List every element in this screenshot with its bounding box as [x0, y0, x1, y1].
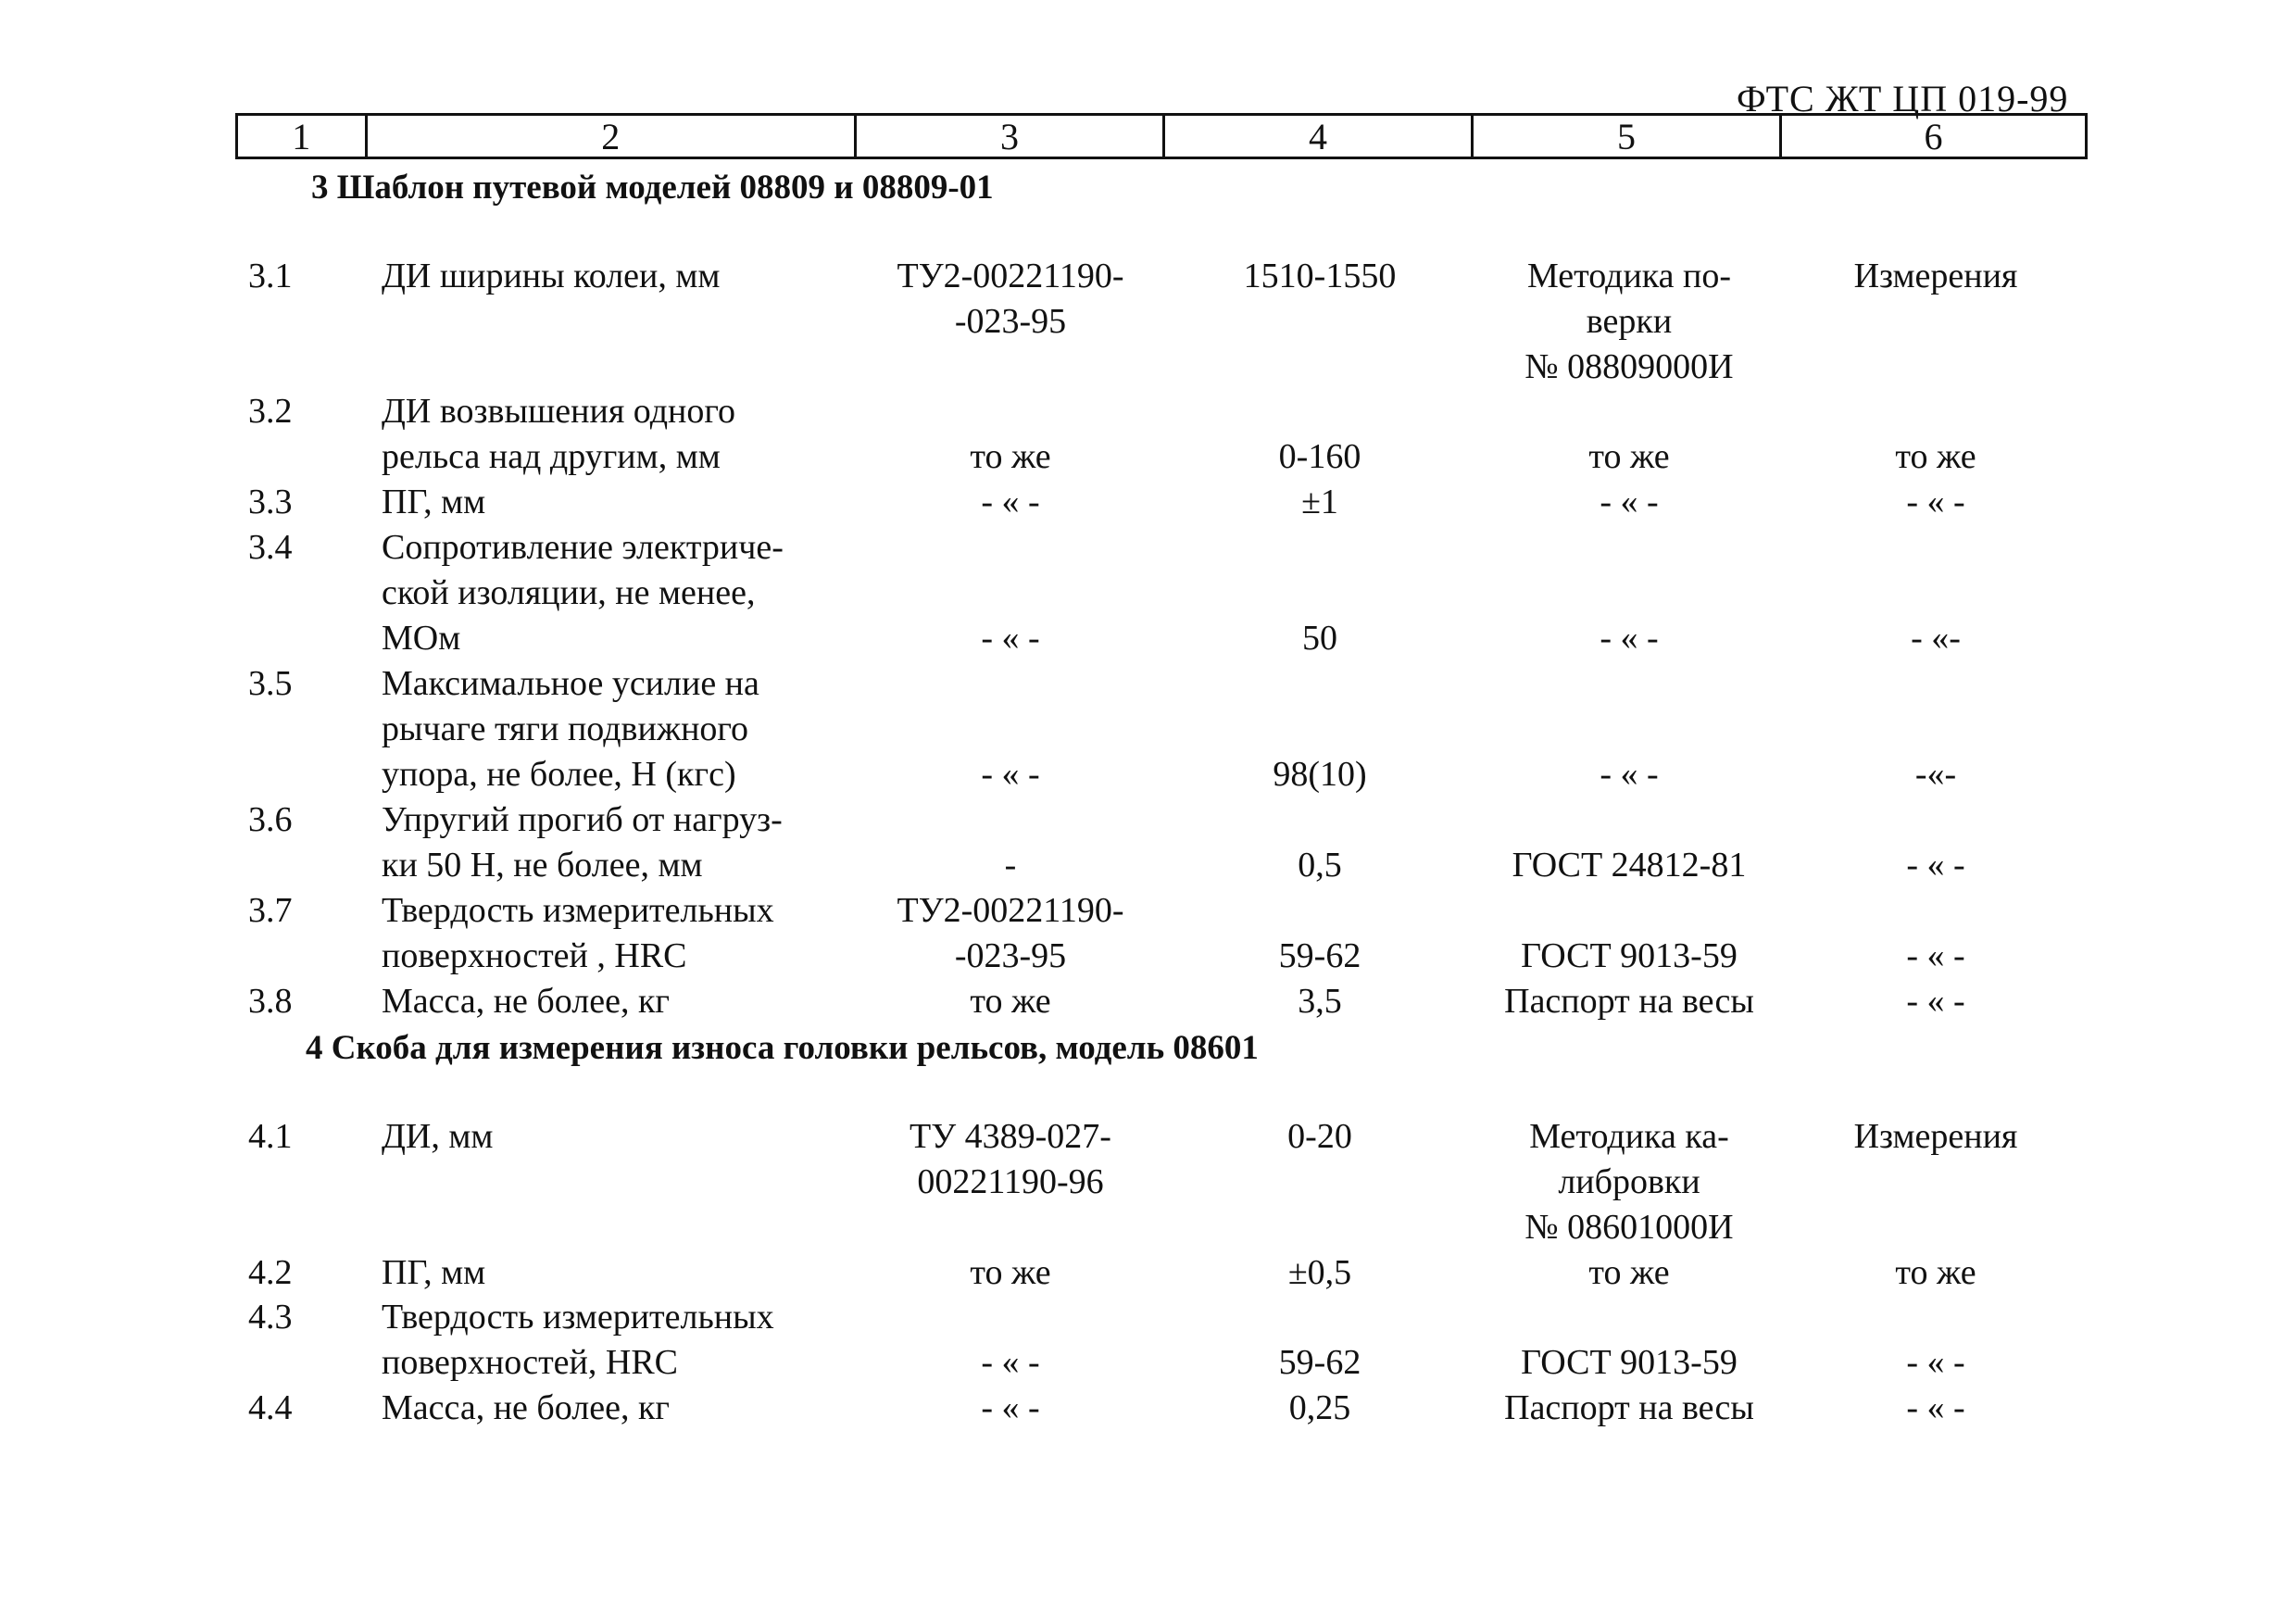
row-method: - « -	[1600, 619, 1659, 658]
row-parameter: Масса, не более, кг	[382, 1388, 670, 1427]
row-normative-doc: то же	[970, 1253, 1051, 1292]
row-parameter: Сопротивление электриче- ской изоляции, не менее, МОм	[382, 528, 784, 658]
row-number: 3.8	[248, 982, 293, 1021]
row-number: 3.6	[248, 800, 293, 839]
row-normative-doc: - « -	[981, 1388, 1040, 1427]
row-mode: - «-	[1911, 619, 1961, 658]
row-number: 3.7	[248, 891, 293, 930]
row-parameter: Твердость измерительных поверхностей , HRC	[382, 891, 774, 975]
row-mode: Измерения	[1853, 1117, 2018, 1156]
row-value: ±1	[1301, 483, 1338, 521]
row-mode: - « -	[1906, 483, 1965, 521]
row-normative-doc: то же	[970, 982, 1051, 1021]
row-value: 0-20	[1287, 1117, 1352, 1156]
row-normative-doc: - « -	[981, 619, 1040, 658]
row-parameter: ПГ, мм	[382, 483, 486, 521]
row-mode: - « -	[1906, 1343, 1965, 1382]
header-col-2: 2	[368, 116, 857, 157]
row-value: 0,5	[1298, 846, 1342, 885]
header-col-6: 6	[1924, 116, 1943, 157]
header-col-5: 5	[1474, 116, 1782, 157]
row-mode: то же	[1895, 437, 1976, 476]
row-number: 3.1	[248, 257, 293, 295]
row-normative-doc: - « -	[981, 755, 1040, 794]
row-value: 59-62	[1278, 936, 1361, 975]
header-col-3: 3	[857, 116, 1165, 157]
row-mode: - « -	[1906, 982, 1965, 1021]
row-mode: - « -	[1906, 1388, 1965, 1427]
row-value: 3,5	[1298, 982, 1342, 1021]
row-normative-doc: - « -	[981, 1343, 1040, 1382]
document-code: ФТС ЖТ ЦП 019-99	[1737, 78, 2069, 119]
row-value: 59-62	[1278, 1343, 1361, 1382]
row-mode: - « -	[1906, 936, 1965, 975]
row-parameter: Твердость измерительных поверхностей, HRC	[382, 1298, 774, 1382]
row-method: то же	[1588, 437, 1670, 476]
row-normative-doc: ТУ2-00221190- -023-95	[897, 257, 1124, 341]
row-value: ±0,5	[1287, 1253, 1352, 1292]
row-method: Методика ка- либровки № 08601000И	[1524, 1117, 1734, 1247]
row-method: Паспорт на весы	[1504, 982, 1754, 1021]
section-title: 4 Скоба для измерения износа головки рельсов, модель 08601	[306, 1029, 1259, 1067]
row-method: то же	[1588, 1253, 1670, 1292]
row-value: 1510-1550	[1243, 257, 1397, 295]
row-number: 4.2	[248, 1253, 293, 1292]
row-number: 4.3	[248, 1298, 293, 1337]
row-normative-doc: ТУ2-00221190- -023-95	[897, 891, 1124, 975]
row-mode: - « -	[1906, 846, 1965, 885]
row-parameter: Масса, не более, кг	[382, 982, 670, 1021]
row-mode: то же	[1895, 1253, 1976, 1292]
row-parameter: Упругий прогиб от нагруз- ки 50 Н, не более, мм	[382, 800, 783, 885]
row-method: Паспорт на весы	[1504, 1388, 1754, 1427]
row-parameter: Максимальное усилие на рычаге тяги подвижного упора, не более, Н (кгс)	[382, 664, 759, 794]
row-mode: -«-	[1914, 755, 1957, 794]
row-number: 3.4	[248, 528, 293, 567]
row-parameter: ДИ ширины колеи, мм	[382, 257, 721, 295]
row-number: 4.1	[248, 1117, 293, 1156]
row-number: 4.4	[248, 1388, 293, 1427]
column-number-header	[235, 113, 2088, 159]
row-method: Методика по- верки № 08809000И	[1524, 257, 1734, 386]
row-normative-doc: ТУ 4389-027- 00221190-96	[910, 1117, 1111, 1201]
row-value: 98(10)	[1273, 755, 1367, 794]
row-value: 50	[1302, 619, 1337, 658]
row-normative-doc: - « -	[981, 483, 1040, 521]
row-value: 0-160	[1278, 437, 1361, 476]
section-title: 3 Шаблон путевой моделей 08809 и 08809-01	[311, 169, 994, 207]
row-method: - « -	[1600, 483, 1659, 521]
row-normative-doc: то же	[970, 437, 1051, 476]
row-normative-doc: -	[1004, 846, 1017, 885]
row-parameter: ПГ, мм	[382, 1253, 486, 1292]
row-parameter: ДИ, мм	[382, 1117, 494, 1156]
row-number: 3.3	[248, 483, 293, 521]
row-method: ГОСТ 9013-59	[1521, 936, 1738, 975]
header-col-1: 1	[238, 116, 368, 157]
row-method: ГОСТ 24812-81	[1512, 846, 1747, 885]
row-value: 0,25	[1288, 1388, 1351, 1427]
row-method: - « -	[1600, 755, 1659, 794]
row-number: 3.2	[248, 392, 293, 431]
header-col-4: 4	[1165, 116, 1474, 157]
row-method: ГОСТ 9013-59	[1521, 1343, 1738, 1382]
row-number: 3.5	[248, 664, 293, 703]
row-mode: Измерения	[1853, 257, 2018, 295]
row-parameter: ДИ возвышения одного рельса над другим, мм	[382, 392, 736, 476]
